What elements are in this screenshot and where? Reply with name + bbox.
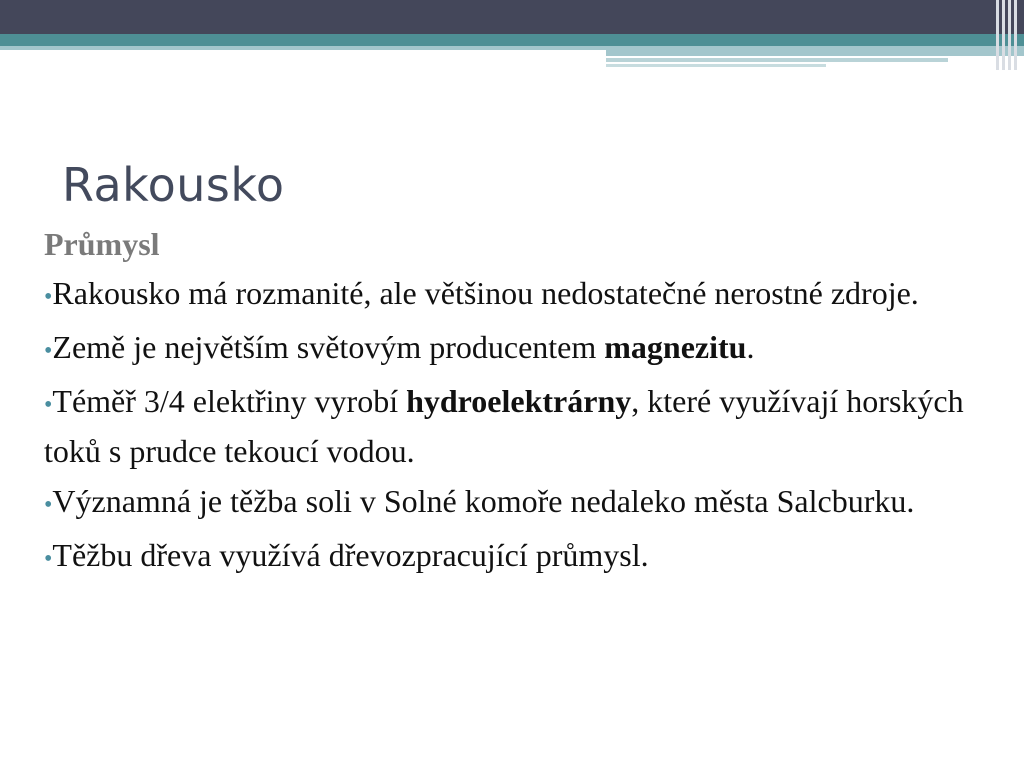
bullet-item xyxy=(44,378,994,474)
header-stripe xyxy=(1014,0,1017,70)
header-stripe xyxy=(1002,0,1005,70)
bullet-text: Těžbu dřeva využívá dřevozpracující průmysl. xyxy=(52,537,649,573)
bullet-text-end: , které využívají horských toků s prudce tekoucí vodou. xyxy=(44,383,964,469)
bullet-marker-icon: • xyxy=(44,338,53,364)
slide-subtitle: Průmysl xyxy=(44,226,160,262)
bullet-item xyxy=(44,478,994,528)
bullet-text-end: . xyxy=(746,329,755,365)
bullet-text: Rakousko má rozmanité, ale většinou nedostatečné nerostné zdroje. xyxy=(52,275,919,311)
header-step-band-3 xyxy=(606,64,826,67)
header-step-band-2 xyxy=(606,58,948,62)
bullet-list xyxy=(44,270,994,582)
bullet-bold-text: magnezitu xyxy=(604,329,747,365)
bullet-marker-icon: • xyxy=(44,546,53,572)
bullet-item xyxy=(44,324,994,374)
bullet-text: Významná je těžba soli v Solné komoře nedaleko města Salcburku. xyxy=(52,483,915,519)
header-stripes xyxy=(994,0,1024,70)
header-decoration xyxy=(0,0,1024,70)
bullet-item xyxy=(44,270,994,320)
header-stripe xyxy=(996,0,999,70)
slide-title: Rakousko xyxy=(62,158,285,212)
header-stripe xyxy=(1008,0,1011,70)
header-step-band xyxy=(606,46,1024,56)
header-dark-band xyxy=(0,0,1024,34)
header-light-band xyxy=(0,46,606,50)
bullet-item xyxy=(44,532,994,582)
header-teal-band xyxy=(0,34,1024,46)
bullet-bold-text: hydroelektrárny xyxy=(406,383,632,419)
bullet-marker-icon: • xyxy=(44,492,53,518)
bullet-text: Téměř 3/4 elektřiny vyrobí xyxy=(52,383,407,419)
bullet-marker-icon: • xyxy=(44,392,53,418)
slide-content xyxy=(44,222,994,582)
bullet-marker-icon: • xyxy=(44,284,53,310)
bullet-text: Země je největším světovým producentem xyxy=(52,329,605,365)
